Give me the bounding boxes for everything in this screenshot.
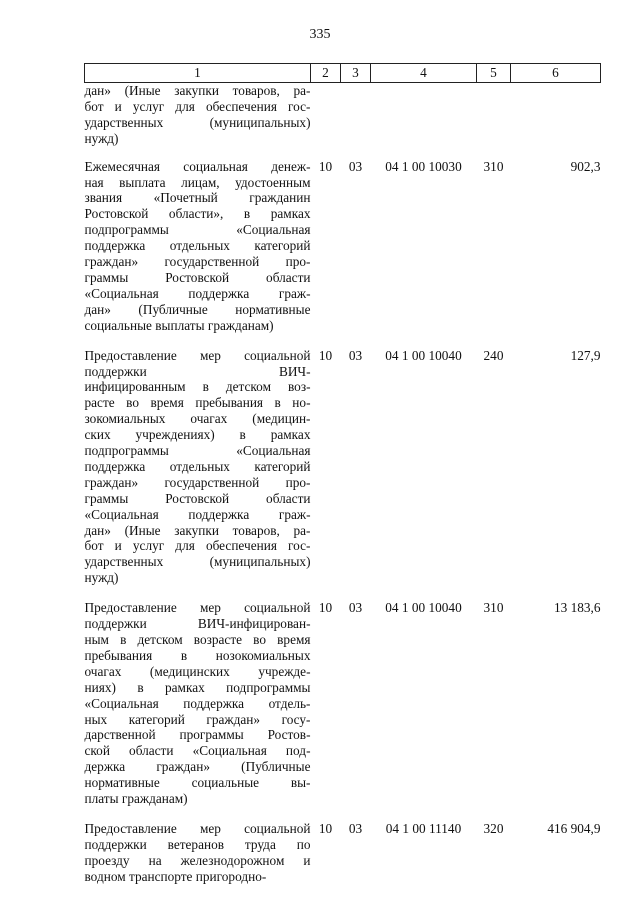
description-line: подпрограммы «Социальная — [84, 443, 311, 459]
header-col-4: 4 — [371, 64, 477, 83]
description-line: Предоставление мер социальной — [84, 347, 311, 363]
row-subsection: 03 — [348, 347, 363, 363]
row-amount — [511, 83, 601, 159]
header-row — [85, 64, 601, 83]
row-expense-type: 320 — [483, 820, 504, 836]
row-section — [311, 83, 341, 159]
row-subsection: 03 — [348, 820, 363, 836]
description-line: ской области «Социальная под- — [84, 743, 311, 759]
description-line: поддержка отдельных категорий — [84, 238, 311, 254]
description-line: Предоставление мер социальной — [84, 600, 311, 616]
header-col-5: 5 — [477, 64, 511, 83]
row-description — [85, 83, 311, 159]
table-row — [85, 821, 601, 899]
description-line: граждан» государственной про- — [84, 474, 311, 490]
description-line: подпрограммы «Социальная — [84, 222, 311, 238]
row-description — [85, 348, 311, 601]
row-description — [85, 821, 311, 899]
description-line: поддержки ветеранов труда по — [84, 836, 311, 852]
description-line: «Социальная поддержка граж- — [84, 285, 311, 301]
table-row — [85, 83, 601, 159]
row-target-article: 04 1 00 10030 — [385, 158, 462, 174]
description-line: ных категорий граждан» госу- — [84, 711, 311, 727]
description-line: очагах (медицинских учрежде- — [84, 663, 311, 679]
description-line: Предоставление мер социальной — [84, 820, 311, 836]
row-amount: 416 904,9 — [547, 820, 601, 836]
description-line: ная выплата лицам, удостоенным — [84, 174, 311, 190]
row-section: 10 — [318, 600, 333, 616]
row-target-article — [371, 83, 477, 159]
description-line: поддержка отдельных категорий — [84, 458, 311, 474]
description-line: держка граждан» (Публичные — [84, 759, 311, 775]
description-line: расте во время пребывания в но- — [84, 395, 311, 411]
description-line: поддержки ВИЧ- — [84, 363, 311, 379]
description-line: ударственных (муниципальных) — [84, 554, 311, 570]
description-line: граммы Ростовской области — [84, 490, 311, 506]
description-line: ских учреждениях) в рамках — [84, 427, 311, 443]
description-line: бот и услуг для обеспечения гос- — [84, 98, 311, 114]
description-line: нужд) — [84, 570, 119, 586]
description-line: платы гражданам) — [84, 791, 188, 807]
row-target-article: 04 1 00 11140 — [385, 820, 462, 836]
description-line: зокомиальных очагах (медицин- — [84, 411, 311, 427]
table-row — [85, 348, 601, 601]
budget-table — [84, 63, 601, 899]
description-line: Ежемесячная социальная денеж- — [84, 158, 311, 174]
row-expense-type: 240 — [483, 347, 504, 363]
description-line: граждан» государственной про- — [84, 254, 311, 270]
row-description — [85, 159, 311, 348]
table-row — [85, 159, 601, 348]
description-line: ниях) в рамках подпрограммы — [84, 679, 311, 695]
page-number: 335 — [309, 27, 331, 42]
table-row — [85, 600, 601, 821]
description-line: звания «Почетный гражданин — [84, 190, 311, 206]
row-description — [85, 600, 311, 821]
description-line: ным в детском возрасте во время — [84, 632, 311, 647]
row-expense-type: 310 — [483, 600, 504, 616]
description-line: Ростовской области», в рамках — [84, 206, 311, 222]
row-amount: 127,9 — [570, 347, 601, 363]
description-line: инфицированным в детском воз- — [84, 379, 311, 395]
header-col-1: 1 — [85, 64, 311, 83]
description-line: дан» (Иные закупки товаров, ра- — [84, 83, 311, 98]
description-line: водном транспорте пригородно- — [84, 868, 267, 884]
header-col-6: 6 — [511, 64, 601, 83]
description-line: граммы Ростовской области — [84, 269, 311, 285]
description-line: «Социальная поддержка отдель- — [84, 695, 311, 711]
row-subsection — [341, 83, 371, 159]
description-line: дан» (Иные закупки товаров, ра- — [84, 522, 311, 538]
row-section: 10 — [318, 820, 333, 836]
description-line: бот и услуг для обеспечения гос- — [84, 538, 311, 554]
row-expense-type: 310 — [483, 158, 504, 174]
description-line: пребывания в нозокомиальных — [84, 647, 311, 663]
row-subsection: 03 — [348, 158, 363, 174]
row-target-article: 04 1 00 10040 — [385, 600, 462, 616]
description-line: нужд) — [84, 130, 119, 146]
row-section: 10 — [318, 158, 333, 174]
description-line: «Социальная поддержка граж- — [84, 506, 311, 522]
description-line: проезду на железнодорожном и — [84, 852, 311, 868]
row-subsection: 03 — [348, 600, 363, 616]
header-col-3: 3 — [341, 64, 371, 83]
row-expense-type — [477, 83, 511, 159]
description-line: нормативные социальные вы- — [84, 775, 311, 791]
description-line: социальные выплаты гражданам) — [84, 317, 274, 333]
row-amount: 13 183,6 — [553, 600, 601, 616]
row-section: 10 — [318, 347, 333, 363]
description-line: дан» (Публичные нормативные — [84, 301, 311, 317]
row-amount: 902,3 — [570, 158, 601, 174]
description-line: ударственных (муниципальных) — [84, 114, 311, 130]
description-line: дарственной программы Ростов- — [84, 727, 311, 743]
row-target-article: 04 1 00 10040 — [385, 347, 462, 363]
header-col-2: 2 — [311, 64, 341, 83]
description-line: поддержки ВИЧ-инфицирован- — [84, 616, 311, 632]
